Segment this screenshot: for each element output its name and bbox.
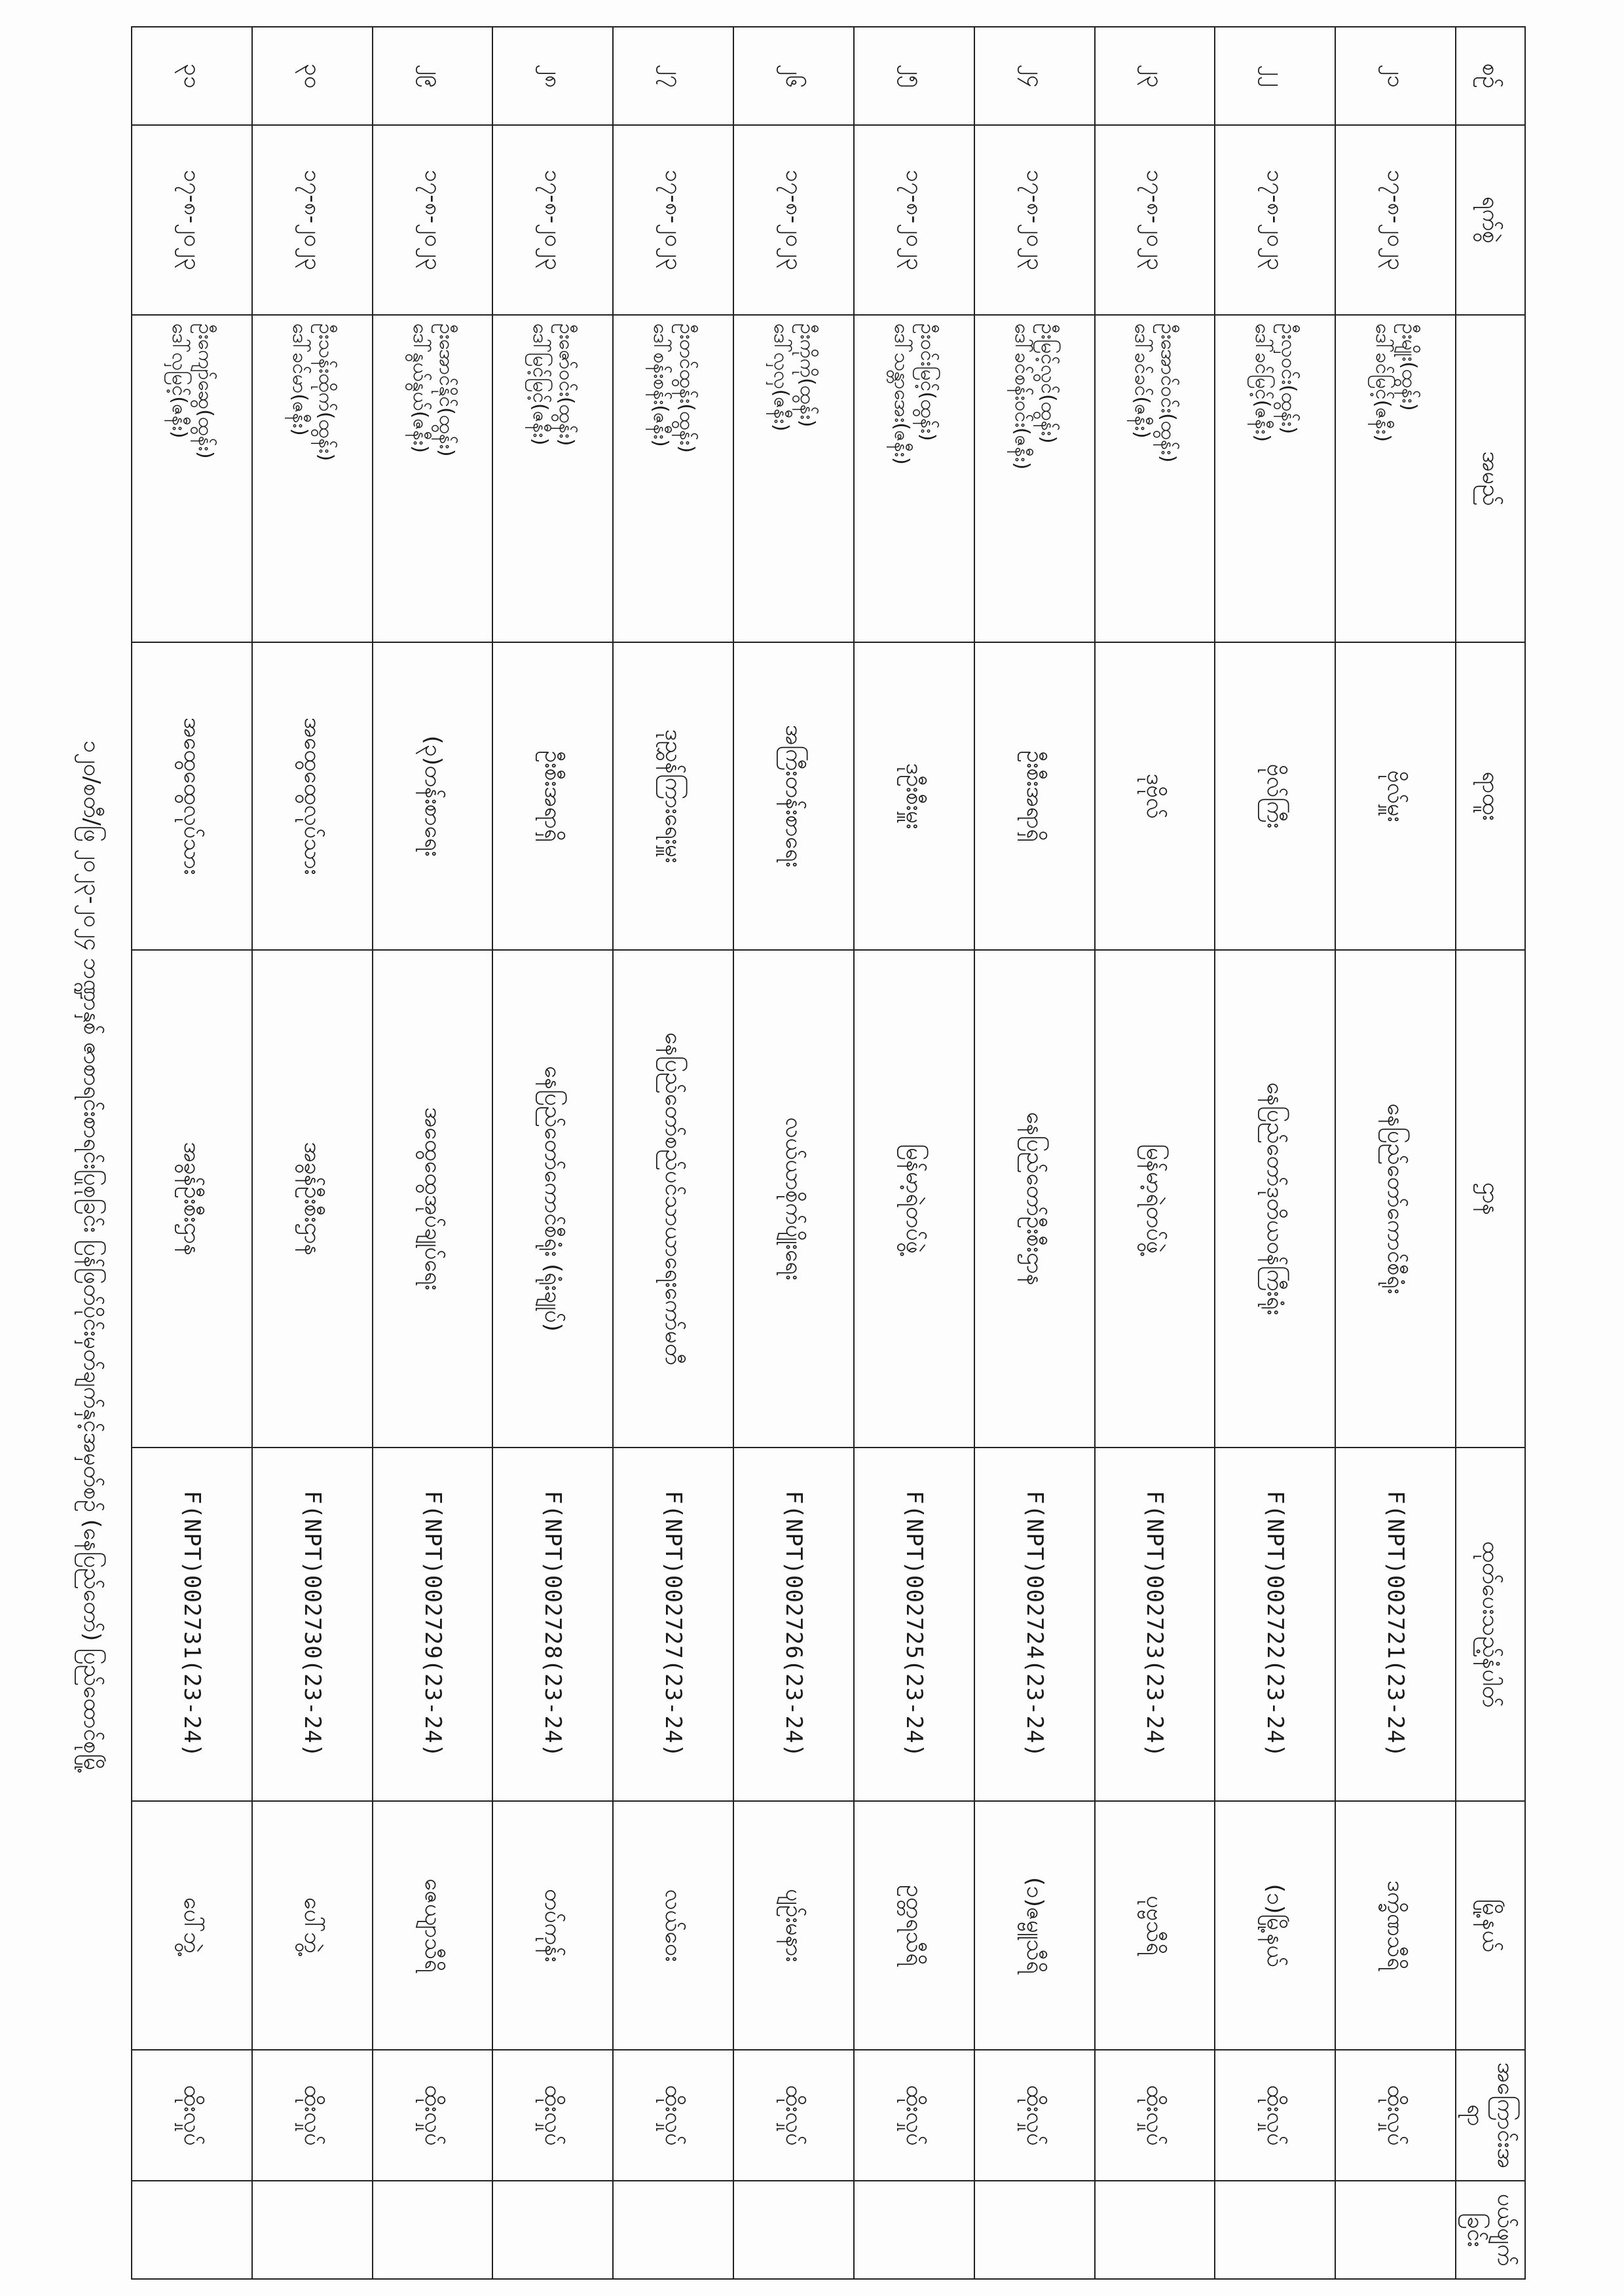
row-reference: F(NPT)002727(23-24) xyxy=(613,1448,733,1801)
row-number: ၂၆ xyxy=(733,27,854,125)
row-department: လယ်ယာစိုက်ပျိုးရေး xyxy=(733,950,854,1448)
header-number: စဉ် xyxy=(1456,27,1525,125)
row-names xyxy=(132,315,252,642)
row-rank: (၃)တန်းစာရေး xyxy=(373,642,493,950)
row-rank: ဒုညွှန်ကြားရေးမှူး xyxy=(613,642,733,950)
row-names xyxy=(1215,315,1335,642)
row-date: ၁၇-၈-၂၀၂၃ xyxy=(493,125,614,315)
row-number: ၂၅ xyxy=(854,27,974,125)
row-reference: F(NPT)002721(23-24) xyxy=(1335,1448,1456,1801)
row-number: ၂၂ xyxy=(1215,27,1335,125)
row-number: ၂၉ xyxy=(373,27,493,125)
row-department: နေပြည်တော်ဒုတိယဝန်ကြီးရုံး xyxy=(1215,950,1335,1448)
row-remark: ထိုးလှုပ် xyxy=(613,2050,733,2181)
register-body xyxy=(132,27,1456,2279)
row-note xyxy=(1335,2181,1456,2279)
person-name: ဒေါ်ခင်ခင်(ဇနီး) xyxy=(1130,323,1154,439)
table-row xyxy=(373,27,493,2279)
person-name: ဦးဝင်းမြင့်(ထွန်း) xyxy=(915,323,939,441)
row-names xyxy=(373,315,493,642)
row-names xyxy=(1335,315,1456,642)
person-name: ဦးဇော်ဝင်း(ထွန်း) xyxy=(555,323,578,446)
row-note xyxy=(613,2181,733,2279)
row-township: ဥတ္တရသီရိ xyxy=(854,1801,974,2050)
table-row xyxy=(974,27,1095,2279)
row-number: ၂၃ xyxy=(1095,27,1215,125)
header-row xyxy=(1456,27,1525,2279)
row-township: ပေါ်ဘွဲ့ xyxy=(252,1801,373,2050)
row-number: ၃၀ xyxy=(252,27,373,125)
person-name: ဦးတင်ထွန်း(ထွန်း) xyxy=(675,323,699,453)
row-remark: ထိုးလှုပ် xyxy=(974,2050,1095,2181)
row-note xyxy=(132,2181,252,2279)
row-remark: ထိုးလှုပ် xyxy=(854,2050,974,2181)
row-reference: F(NPT)002722(23-24) xyxy=(1215,1448,1335,1801)
row-department: အထွေထွေအုပ်ချုပ်ရေး xyxy=(373,950,493,1448)
header-rank: ရာထူး xyxy=(1456,642,1525,950)
row-reference: F(NPT)002730(23-24) xyxy=(252,1448,373,1801)
row-rank: ဗိုလ်ကြီး xyxy=(1215,642,1335,950)
row-note xyxy=(1215,2181,1335,2279)
table-row xyxy=(613,27,733,2279)
document-title: ၁၂၀/စတီ/ဖြ ၂၀၂၃-၂၀၂၄ ဘဏ္ဍာနှစ် ဇာစာရင်းစာရင်းပြုစုခြင်း ပြန်ဖြတ်ပိုင်းမှတ်ချက်နှင့်အမှတ်စဉ် (နေပြည်တော်) ပြည်ထောင်စုမြို့ xyxy=(79,740,105,1774)
row-date: ၁၇-၈-၂၀၂၃ xyxy=(1215,125,1335,315)
row-department: နေပြည်တော်ကောင်စီရုံး (ရုံးချုပ်) xyxy=(493,950,614,1448)
header-remark: အကြောင်းအရာ xyxy=(1456,2050,1525,2181)
row-township: (၁)ဇမ္ဗူသီရိ xyxy=(974,1801,1095,2050)
row-note xyxy=(493,2181,614,2279)
row-township: ဒက္ခိဏသီရိ xyxy=(1335,1801,1456,2050)
table-row xyxy=(493,27,614,2279)
table-row xyxy=(1335,27,1456,2279)
row-township: ဇေယျာသီရိ xyxy=(373,1801,493,2050)
person-name: ဒေါ်ခင်မြင့်(ဇနီး) xyxy=(1251,323,1274,443)
row-rank: ဦးစီးအရာရှိ xyxy=(493,642,614,950)
row-number: ၂၇ xyxy=(613,27,733,125)
row-remark: ထိုးလှုပ် xyxy=(1335,2050,1456,2181)
row-date: ၁၇-၈-၂၀၂၃ xyxy=(373,125,493,315)
table-row xyxy=(1215,27,1335,2279)
register-table xyxy=(131,26,1526,2280)
row-note xyxy=(733,2181,854,2279)
person-name: ဒေါ်စန်းစန်း(ဇနီး) xyxy=(649,323,673,447)
row-note xyxy=(373,2181,493,2279)
person-name: ဒေါ်ခင်စန်းဝင်း(ဇနီး) xyxy=(1010,323,1033,470)
person-name: ဒေါ်သန္တာအေး(ဇနီး) xyxy=(889,323,913,465)
row-date: ၁၇-၈-၂၀၂၃ xyxy=(733,125,854,315)
table-row xyxy=(854,27,974,2279)
person-name: ဒေါ်ခင်မြင့်(ဇနီး) xyxy=(1371,323,1395,443)
header-date: ရက်စွဲ xyxy=(1456,125,1525,315)
row-names xyxy=(1095,315,1215,642)
row-reference: F(NPT)002731(23-24) xyxy=(132,1448,252,1801)
row-department: နေပြည်တော်စည်ပင်သာယာရေးကော်မတီ xyxy=(613,950,733,1448)
row-remark: ထိုးလှုပ် xyxy=(493,2050,614,2181)
row-remark: ထိုးလှုပ် xyxy=(373,2050,493,2181)
row-department: မြန်မာ့ရဲတပ်ဖွဲ့ xyxy=(1095,950,1215,1448)
header-note: ပယ်ဖျက်ခြင်း xyxy=(1456,2181,1525,2279)
row-department: အခွန်ဦးစီးဌာန xyxy=(132,950,252,1448)
row-township: ပျဉ်းမနား xyxy=(733,1801,854,2050)
row-date: ၁၇-၈-၂၀၂၃ xyxy=(1335,125,1456,315)
person-name: ဦးသန်းထိုက်(ထွန်း) xyxy=(314,323,337,462)
row-date: ၁၇-၈-၂၀၂၃ xyxy=(854,125,974,315)
row-rank: အထွေထွေလုပ်သား xyxy=(252,642,373,950)
person-name: ဦးမြင့်လွင်(ထွန်း) xyxy=(1036,323,1060,444)
row-remark: ထိုးလှုပ် xyxy=(1095,2050,1215,2181)
header-reference: ထုတ်ပေးသည့်နံပါတ် xyxy=(1456,1448,1525,1801)
row-rank: ဒုဦးစီးမှူး xyxy=(854,642,974,950)
person-name: ဦးအောင်နိုင်(ထွန်း) xyxy=(434,323,458,457)
table-row xyxy=(252,27,373,2279)
row-number: ၃၁ xyxy=(132,27,252,125)
row-remark: ထိုးလှုပ် xyxy=(252,2050,373,2181)
row-rank: ဦးစီးအရာရှိ xyxy=(974,642,1095,950)
row-rank: ဗိုလ်မှူး xyxy=(1335,642,1456,950)
row-reference: F(NPT)002726(23-24) xyxy=(733,1448,854,1801)
row-names xyxy=(252,315,373,642)
header-name: အမည် xyxy=(1456,315,1525,642)
row-note xyxy=(974,2181,1095,2279)
row-names xyxy=(733,315,854,642)
person-name: ဒေါ်လှလှ(ဇနီး) xyxy=(769,323,793,431)
table-row xyxy=(132,27,252,2279)
row-names xyxy=(613,315,733,642)
row-township: (၁)မြို့နယ် xyxy=(1215,1801,1335,2050)
person-name: ဦးကိုကို(ထွန်း) xyxy=(796,323,819,428)
row-remark: ထိုးလှုပ် xyxy=(1215,2050,1335,2181)
row-rank: အကြီးတန်းစာရေး xyxy=(733,642,854,950)
row-remark: ထိုးလှုပ် xyxy=(132,2050,252,2181)
person-name: ဒေါ်နွယ်နွယ်(ဇနီး) xyxy=(408,323,432,453)
row-reference: F(NPT)002723(23-24) xyxy=(1095,1448,1215,1801)
row-note xyxy=(1095,2181,1215,2279)
header-township: မြို့နယ် xyxy=(1456,1801,1525,2050)
row-date: ၁၇-၈-၂၀၂၃ xyxy=(974,125,1095,315)
table-row xyxy=(1095,27,1215,2279)
row-names xyxy=(974,315,1095,642)
row-rank: အထွေထွေလုပ်သား xyxy=(132,642,252,950)
row-reference: F(NPT)002724(23-24) xyxy=(974,1448,1095,1801)
row-remark: ထိုးလှုပ် xyxy=(733,2050,854,2181)
row-department: အခွန်ဦးစီးဌာန xyxy=(252,950,373,1448)
row-township: တပ်ကုန်း xyxy=(493,1801,614,2050)
row-note xyxy=(252,2181,373,2279)
row-department: နေပြည်တော်ကောင်စီရုံး xyxy=(1335,950,1456,1448)
header-department: ဌာန xyxy=(1456,950,1525,1448)
row-reference: F(NPT)002729(23-24) xyxy=(373,1448,493,1801)
person-name: ဒေါ်လှမြင့်(ဇနီး) xyxy=(167,323,191,439)
row-date: ၁၇-၈-၂၀၂၃ xyxy=(613,125,733,315)
row-number: ၂၄ xyxy=(974,27,1095,125)
row-names xyxy=(493,315,614,642)
row-date: ၁၇-၈-၂၀၂၃ xyxy=(132,125,252,315)
row-note xyxy=(854,2181,974,2279)
row-number: ၂၈ xyxy=(493,27,614,125)
row-reference: F(NPT)002725(23-24) xyxy=(854,1448,974,1801)
row-reference: F(NPT)002728(23-24) xyxy=(493,1448,614,1801)
row-department: နေပြည်တော်ဦးစီးဌာန xyxy=(974,950,1095,1448)
row-township: လယ်ဝေး xyxy=(613,1801,733,2050)
row-date: ၁၇-၈-၂၀၂၃ xyxy=(252,125,373,315)
row-rank: ဒုဗိုလ် xyxy=(1095,642,1215,950)
row-township: ပေါ်ဘွဲ့ xyxy=(132,1801,252,2050)
person-name: ဦးမျိုး(ထွန်း) xyxy=(1397,323,1421,411)
row-date: ၁၇-၈-၂၀၂၃ xyxy=(1095,125,1215,315)
table-row xyxy=(733,27,854,2279)
person-name: ဒေါ်ခင်မာ(ဇနီး) xyxy=(287,323,311,436)
person-name: ဦးကျော်ဆွေ(ထွန်း) xyxy=(193,323,217,459)
row-department: မြန်မာ့ရဲတပ်ဖွဲ့ xyxy=(854,950,974,1448)
row-number: ၂၁ xyxy=(1335,27,1456,125)
person-name: ဒေါ်မြင့်မြင့်(ဇနီး) xyxy=(528,323,552,446)
row-township: ပုဗ္ဗသီရိ xyxy=(1095,1801,1215,2050)
row-names xyxy=(854,315,974,642)
person-name: ဦးအောင်ဝင်း(ထွန်း) xyxy=(1156,323,1180,463)
person-name: ဦးလှဝင်း(ထွန်း) xyxy=(1277,323,1301,435)
